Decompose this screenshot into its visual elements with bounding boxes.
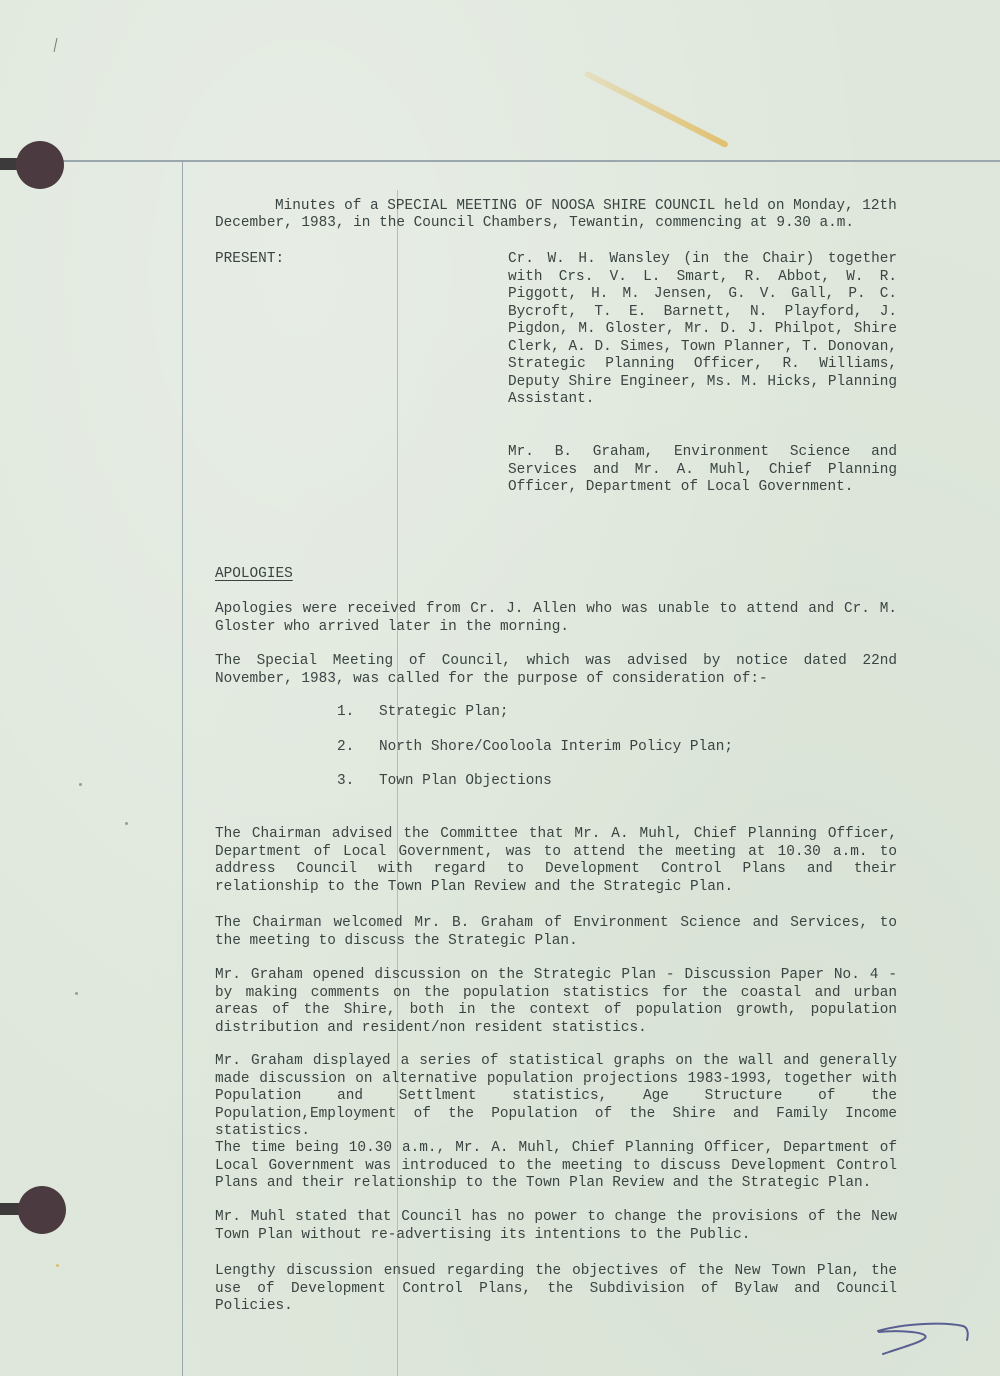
paragraph: Mr. Graham displayed a series of statistical graphs on the wall and generally made discussion on alternative population projections 1983-1993, together with Population and Settlment statistics, Age Structure of the Population,Employment of the Population of the Shire and Family Income statistics. — [215, 1053, 897, 1139]
agenda-item-label: North Shore/Cooloola Interim Policy Plan; — [379, 739, 734, 755]
paragraph: Mr. Muhl stated that Council has no power to change the provisions of the New Town Plan without re-advertising its intentions to the Public. — [215, 1209, 897, 1243]
purpose-text: The Special Meeting of Council, which was advised by notice dated 22nd November, 1983, was called for the purpose of consideration of:- — [215, 653, 897, 687]
agenda-item-label: Town Plan Objections — [379, 773, 552, 789]
paragraph: The Chairman advised the Committee that Mr. A. Muhl, Chief Planning Officer, Department of Local Government, was to attend the meeting at 10.30 a.m. to address Council with regard to Development Control Plans and their relationship to the Town Plan Review and the Strategic Plan. — [215, 826, 897, 895]
speck — [75, 992, 78, 995]
margin-rule — [182, 162, 183, 1376]
present-members: Cr. W. H. Wansley (in the Chair) together with Crs. V. L. Smart, R. Abbot, W. R. Piggott, H. M. Jensen, G. V. Gall, P. C. Bycroft, T. E. Barnett, N. Playford, J. Pigdon, M. Gloster, Mr. D. J. Philpot, Shire Clerk, A. D. Simes, Town Planner, T. Donovan, Strategic Planning Officer, R. Williams, Deputy Shire Engineer, Ms. M. Hicks, Planning Assistant. — [508, 251, 897, 407]
speck — [79, 783, 82, 786]
intro-line-2: December, 1983, in the Council Chambers, Tewantin, commencing at 9.30 a.m. — [215, 215, 855, 231]
paragraph: The Chairman welcomed Mr. B. Graham of Environment Science and Services, to the meeting to discuss the Strategic Plan. — [215, 915, 897, 949]
paragraph: Mr. Graham opened discussion on the Strategic Plan - Discussion Paper No. 4 - by making comments on the population statistics for the coastal and urban areas of the Shire, both in the context of population growth, population distribution and resident/non resident statistics. — [215, 967, 897, 1036]
handwritten-initial-mark — [875, 1318, 975, 1368]
agenda-item-number: 2. — [337, 739, 355, 755]
present-label: PRESENT: — [215, 251, 285, 267]
speck — [125, 822, 128, 825]
header-rule — [60, 160, 1000, 162]
paragraph: The time being 10.30 a.m., Mr. A. Muhl, Chief Planning Officer, Department of Local Government was introduced to the meeting to discuss Development Control Plans and their relationship to the Town Plan Review and the Strategic Plan. — [215, 1140, 897, 1191]
punch-hole-bottom — [18, 1186, 66, 1234]
speck — [56, 1264, 59, 1267]
present-guests: Mr. B. Graham, Environment Science and Services and Mr. A. Muhl, Chief Planning Officer, Department of Local Government. — [508, 444, 897, 495]
agenda-item-label: Strategic Plan; — [379, 704, 509, 720]
intro-line-1: Minutes of a SPECIAL MEETING OF NOOSA SHIRE COUNCIL held on Monday, 12th — [275, 198, 897, 214]
apologies-text: Apologies were received from Cr. J. Allen who was unable to attend and Cr. M. Gloster who arrived later in the morning. — [215, 601, 897, 635]
paragraph: Lengthy discussion ensued regarding the objectives of the New Town Plan, the use of Development Control Plans, the Subdivision of Bylaw and Council Policies. — [215, 1263, 897, 1314]
punch-hole-top — [16, 141, 64, 189]
agenda-item-number: 3. — [337, 773, 355, 789]
apologies-heading: APOLOGIES — [215, 566, 293, 582]
agenda-item-number: 1. — [337, 704, 355, 720]
